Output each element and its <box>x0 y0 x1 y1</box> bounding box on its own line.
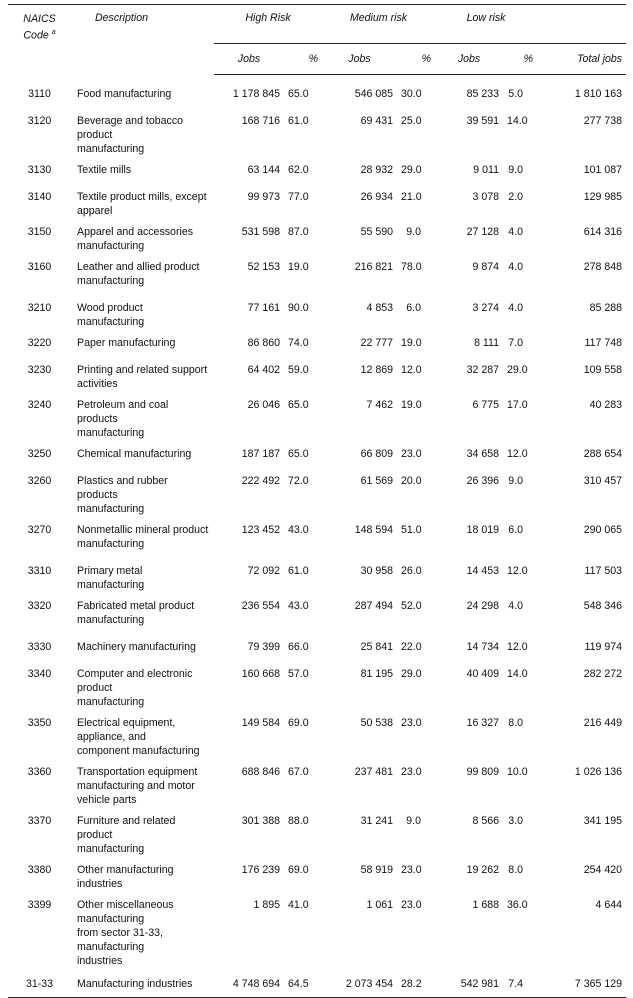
header-total-jobs: Total jobs <box>537 44 626 75</box>
low-risk-pct-cell: 5.0 <box>508 88 524 100</box>
high-risk-jobs-cell: 123 452 <box>241 524 280 536</box>
description-line: manufacturing and motor vehicle parts <box>77 780 195 806</box>
total-jobs-cell: 85 288 <box>589 302 623 314</box>
table-row <box>8 660 626 709</box>
naics-code-cell: 3120 <box>27 115 52 127</box>
medium-risk-pct-cell: 78.0 <box>401 261 422 273</box>
risk-table <box>8 4 626 998</box>
high-risk-jobs-cell: 176 239 <box>241 864 280 876</box>
high-risk-jobs-cell: 77 161 <box>247 302 280 314</box>
high-risk-pct-cell: 74.0 <box>288 337 309 349</box>
high-risk-pct-cell: 43.0 <box>288 524 309 536</box>
total-jobs-cell: 282 272 <box>583 668 623 680</box>
header-code-line2: Code <box>23 29 49 42</box>
naics-code-cell: 3140 <box>27 191 52 203</box>
naics-code-cell: 3320 <box>27 600 52 612</box>
medium-risk-pct-cell: 22.0 <box>401 641 422 653</box>
description-line: Apparel and accessories manufacturing <box>77 226 194 252</box>
low-risk-pct-cell: 12.0 <box>507 565 528 577</box>
description-line: manufacturing <box>77 143 145 155</box>
description-cell <box>71 294 214 329</box>
low-risk-jobs-cell: 39 591 <box>466 115 500 127</box>
header-medium-pct: % <box>397 44 435 75</box>
description-line: Beverage and tobacco product <box>77 115 184 141</box>
header-high-jobs: Jobs <box>214 44 284 75</box>
naics-code-cell: 3150 <box>27 226 52 238</box>
description-cell <box>71 516 214 557</box>
medium-risk-pct-cell: 30.0 <box>401 88 422 100</box>
description-line: Leather and allied product <box>77 261 200 273</box>
medium-risk-pct-cell: 9.0 <box>406 226 422 238</box>
medium-risk-pct-cell: 21.0 <box>401 191 422 203</box>
high-risk-jobs-cell: 72 092 <box>247 565 280 577</box>
high-risk-jobs-cell: 52 153 <box>247 261 280 273</box>
medium-risk-pct-cell: 19.0 <box>401 337 422 349</box>
description-line: manufacturing <box>77 538 145 550</box>
high-risk-pct-cell: 66.0 <box>288 641 309 653</box>
header-naics-code <box>8 5 71 75</box>
description-line: manufacturing <box>77 696 145 708</box>
naics-code-cell: 3250 <box>27 448 52 460</box>
naics-code-cell: 3350 <box>27 717 52 729</box>
description-cell <box>71 156 214 183</box>
table-row <box>8 633 626 660</box>
naics-code-cell: 3370 <box>27 815 52 827</box>
low-risk-pct-cell: 9.0 <box>508 164 524 176</box>
low-risk-pct-cell: 12.0 <box>507 448 528 460</box>
total-jobs-cell: 40 283 <box>589 399 623 411</box>
high-risk-pct-cell: 65.0 <box>288 88 309 100</box>
naics-code-cell: 3360 <box>27 766 52 778</box>
total-jobs-cell: 129 985 <box>583 191 623 203</box>
low-risk-jobs-cell: 14 453 <box>466 565 500 577</box>
description-line: manufacturing <box>77 275 145 287</box>
naics-code-cell: 3160 <box>27 261 52 273</box>
table-row <box>8 218 626 253</box>
description-line: Computer and electronic product <box>77 668 193 694</box>
high-risk-jobs-cell: 160 668 <box>241 668 280 680</box>
medium-risk-jobs-cell: 25 841 <box>360 641 393 653</box>
description-line: manufacturing <box>77 614 145 626</box>
low-risk-pct-cell: 6.0 <box>508 524 524 536</box>
low-risk-jobs-cell: 1 688 <box>472 899 500 911</box>
low-risk-jobs-cell: 14 734 <box>466 641 500 653</box>
naics-code-cell: 3220 <box>27 337 52 349</box>
total-jobs-cell: 614 316 <box>583 226 623 238</box>
total-jobs-cell: 254 420 <box>583 864 623 876</box>
low-risk-jobs-cell: 3 078 <box>472 191 500 203</box>
total-jobs-cell: 7 365 129 <box>537 968 626 998</box>
low-risk-pct-cell: 4.0 <box>508 226 524 238</box>
low-risk-jobs-cell: 19 262 <box>466 864 500 876</box>
table-row <box>8 391 626 440</box>
table-body <box>8 75 626 998</box>
high-risk-pct-cell: 65.0 <box>288 399 309 411</box>
high-risk-jobs-cell: 79 399 <box>247 641 280 653</box>
description-line: Transportation equipment <box>77 766 198 778</box>
total-jobs-cell: 119 974 <box>584 641 623 653</box>
low-risk-jobs-cell: 542 981 <box>435 968 503 998</box>
description-line: Textile mills <box>77 164 132 176</box>
medium-risk-pct-cell: 29.0 <box>401 164 422 176</box>
low-risk-pct-cell: 10.0 <box>507 766 528 778</box>
medium-risk-jobs-cell: 61 569 <box>360 475 393 487</box>
naics-code-cell: 3130 <box>27 164 52 176</box>
high-risk-pct-cell: 61.0 <box>288 115 309 127</box>
description-cell <box>71 856 214 891</box>
naics-code-cell: 3110 <box>28 87 51 100</box>
description-cell <box>71 467 214 516</box>
total-jobs-cell: 117 503 <box>584 565 623 577</box>
low-risk-jobs-cell: 32 287 <box>466 364 500 376</box>
total-jobs-cell: 109 558 <box>583 364 623 376</box>
total-jobs-cell: 101 087 <box>583 164 623 176</box>
header-total-spacer <box>537 5 626 44</box>
table-row <box>8 253 626 294</box>
table-row <box>8 856 626 891</box>
high-risk-jobs-cell: 63 144 <box>247 164 280 176</box>
low-risk-pct-cell: 14.0 <box>507 115 528 127</box>
high-risk-jobs-cell: 64 402 <box>247 364 280 376</box>
total-row <box>8 968 626 998</box>
high-risk-pct-cell: 87.0 <box>288 226 309 238</box>
header-code-line1: NAICS <box>23 13 56 25</box>
naics-code-cell: 3340 <box>27 668 52 680</box>
high-risk-pct-cell: 69.0 <box>288 717 309 729</box>
low-risk-jobs-cell: 40 409 <box>466 668 500 680</box>
low-risk-jobs-cell: 6 775 <box>472 399 500 411</box>
low-risk-pct-cell: 29.0 <box>507 364 528 376</box>
high-risk-pct-cell: 77.0 <box>288 191 309 203</box>
description-line: Furniture and related product <box>77 815 176 841</box>
high-risk-jobs-cell: 99 973 <box>247 191 280 203</box>
medium-risk-jobs-cell: 26 934 <box>360 191 393 203</box>
description-cell <box>71 592 214 633</box>
table-header <box>8 5 626 75</box>
medium-risk-jobs-cell: 2 073 454 <box>322 968 397 998</box>
medium-risk-pct-cell: 6.0 <box>406 302 422 314</box>
medium-risk-pct-cell: 23.0 <box>401 717 422 729</box>
low-risk-pct-cell: 12.0 <box>507 641 528 653</box>
medium-risk-pct-cell: 51.0 <box>401 524 422 536</box>
description-line: manufacturing <box>77 427 145 439</box>
description-cell <box>71 391 214 440</box>
description-cell <box>71 633 214 660</box>
table-row <box>8 183 626 218</box>
description-line: Plastics and rubber products <box>77 475 168 501</box>
medium-risk-jobs-cell: 50 538 <box>360 717 393 729</box>
low-risk-pct-cell: 14.0 <box>507 668 528 680</box>
description-cell <box>71 758 214 807</box>
low-risk-pct-cell: 8.0 <box>508 864 524 876</box>
low-risk-jobs-cell: 99 809 <box>466 766 500 778</box>
low-risk-pct-cell: 2.0 <box>508 191 524 203</box>
description-line: Paper manufacturing <box>77 337 176 349</box>
description-line: Petroleum and coal products <box>77 399 169 425</box>
description-line: Textile product mills, except apparel <box>77 191 207 217</box>
medium-risk-pct-cell: 26.0 <box>401 565 422 577</box>
description-cell <box>71 183 214 218</box>
table-row <box>8 440 626 467</box>
high-risk-pct-cell: 59.0 <box>288 364 309 376</box>
naics-code-cell: 3380 <box>27 864 52 876</box>
description-cell <box>71 557 214 592</box>
high-risk-jobs-cell: 187 187 <box>241 448 280 460</box>
high-risk-jobs-cell: 26 046 <box>247 399 280 411</box>
header-medium-jobs: Jobs <box>322 44 397 75</box>
high-risk-pct-cell: 88.0 <box>288 815 309 827</box>
description-line: Food manufacturing <box>77 87 172 100</box>
high-risk-jobs-cell: 236 554 <box>241 600 280 612</box>
description-line: Fabricated metal product <box>77 600 195 612</box>
table-row <box>8 294 626 329</box>
description-cell <box>71 440 214 467</box>
header-low-pct: % <box>503 44 537 75</box>
medium-risk-jobs-cell: 287 494 <box>354 600 393 612</box>
low-risk-jobs-cell: 9 874 <box>472 261 500 273</box>
low-risk-pct-cell: 8.0 <box>508 717 524 729</box>
medium-risk-jobs-cell: 12 869 <box>360 364 393 376</box>
medium-risk-jobs-cell: 28 932 <box>360 164 393 176</box>
medium-risk-jobs-cell: 148 594 <box>354 524 393 536</box>
description-line: Nonmetallic mineral product <box>77 524 209 536</box>
table-row <box>8 807 626 856</box>
medium-risk-pct-cell: 19.0 <box>401 399 422 411</box>
header-high-pct: % <box>284 44 322 75</box>
high-risk-pct-cell: 61.0 <box>288 565 309 577</box>
medium-risk-pct-cell: 9.0 <box>406 815 422 827</box>
medium-risk-jobs-cell: 216 821 <box>354 261 393 273</box>
high-risk-pct-cell: 62.0 <box>288 164 309 176</box>
high-risk-jobs-cell: 4 748 694 <box>214 968 284 998</box>
total-jobs-cell: 216 449 <box>583 717 623 729</box>
medium-risk-pct-cell: 52.0 <box>401 600 422 612</box>
description-cell <box>71 891 214 968</box>
table-row <box>8 709 626 758</box>
high-risk-pct-cell: 65.0 <box>288 448 309 460</box>
table-row <box>8 467 626 516</box>
medium-risk-jobs-cell: 58 919 <box>360 864 393 876</box>
high-risk-pct-cell: 43.0 <box>288 600 309 612</box>
high-risk-pct-cell: 41.0 <box>288 899 309 911</box>
table-row <box>8 75 626 108</box>
header-high-risk: High Risk <box>214 5 322 44</box>
description-cell <box>71 75 214 108</box>
medium-risk-jobs-cell: 30 958 <box>360 565 393 577</box>
header-low-jobs: Jobs <box>435 44 503 75</box>
description-line: Other manufacturing industries <box>77 864 174 890</box>
high-risk-jobs-cell: 149 584 <box>241 717 280 729</box>
description-cell <box>71 253 214 294</box>
high-risk-jobs-cell: 301 388 <box>241 815 280 827</box>
low-risk-jobs-cell: 26 396 <box>466 475 500 487</box>
high-risk-jobs-cell: 531 598 <box>241 226 280 238</box>
header-code-footnote: a <box>51 29 56 36</box>
total-jobs-cell: 117 748 <box>584 337 623 349</box>
naics-code-cell: 3260 <box>27 475 52 487</box>
high-risk-pct-cell: 64.5 <box>284 968 322 998</box>
medium-risk-jobs-cell: 81 195 <box>360 668 393 680</box>
high-risk-pct-cell: 67.0 <box>288 766 309 778</box>
low-risk-pct-cell: 4.0 <box>508 302 524 314</box>
description-line: Electrical equipment, appliance, and <box>77 717 176 743</box>
medium-risk-pct-cell: 25.0 <box>401 115 422 127</box>
naics-code-cell: 3210 <box>27 302 52 314</box>
low-risk-pct-cell: 17.0 <box>507 399 528 411</box>
high-risk-jobs-cell: 688 846 <box>241 766 280 778</box>
medium-risk-jobs-cell: 31 241 <box>360 815 393 827</box>
description-cell <box>71 660 214 709</box>
high-risk-jobs-cell: 168 716 <box>241 115 280 127</box>
naics-code-cell: 3330 <box>27 641 52 653</box>
medium-risk-jobs-cell: 546 085 <box>354 88 393 100</box>
low-risk-jobs-cell: 3 274 <box>472 302 500 314</box>
medium-risk-pct-cell: 20.0 <box>401 475 422 487</box>
medium-risk-jobs-cell: 4 853 <box>366 302 393 314</box>
total-jobs-cell: 341 195 <box>583 815 623 827</box>
header-description: Description <box>95 12 148 24</box>
low-risk-pct-cell: 9.0 <box>508 475 524 487</box>
medium-risk-jobs-cell: 69 431 <box>360 115 393 127</box>
description-cell <box>71 329 214 356</box>
description-cell <box>71 356 214 391</box>
medium-risk-jobs-cell: 1 061 <box>366 899 393 911</box>
low-risk-jobs-cell: 16 327 <box>466 717 500 729</box>
low-risk-jobs-cell: 8 566 <box>472 815 500 827</box>
medium-risk-jobs-cell: 55 590 <box>360 226 393 238</box>
naics-code-cell: 31-33 <box>8 968 71 998</box>
medium-risk-pct-cell: 28.2 <box>397 968 435 998</box>
low-risk-pct-cell: 4.0 <box>508 600 524 612</box>
total-jobs-cell: 288 654 <box>583 448 623 460</box>
low-risk-jobs-cell: 24 298 <box>466 600 500 612</box>
low-risk-jobs-cell: 34 658 <box>466 448 500 460</box>
low-risk-pct-cell: 4.0 <box>508 261 524 273</box>
high-risk-pct-cell: 57.0 <box>288 668 309 680</box>
medium-risk-jobs-cell: 66 809 <box>360 448 393 460</box>
low-risk-jobs-cell: 9 011 <box>473 164 500 176</box>
description-line: Other miscellaneous manufacturing <box>77 899 174 925</box>
medium-risk-pct-cell: 23.0 <box>401 899 422 911</box>
naics-code-cell: 3230 <box>27 364 52 376</box>
medium-risk-pct-cell: 23.0 <box>401 766 422 778</box>
header-low-risk: Low risk <box>435 5 537 44</box>
naics-code-cell: 3399 <box>27 899 52 911</box>
table-row <box>8 329 626 356</box>
description-line: Wood product manufacturing <box>77 302 145 328</box>
high-risk-pct-cell: 90.0 <box>288 302 309 314</box>
naics-code-cell: 3270 <box>27 524 52 536</box>
description-cell <box>71 968 214 998</box>
total-jobs-cell: 277 738 <box>583 115 623 127</box>
header-medium-risk: Medium risk <box>322 5 435 44</box>
total-jobs-cell: 1 810 163 <box>574 88 623 100</box>
medium-risk-jobs-cell: 237 481 <box>354 766 393 778</box>
medium-risk-jobs-cell: 22 777 <box>360 337 393 349</box>
total-jobs-cell: 548 346 <box>583 600 623 612</box>
table-row <box>8 592 626 633</box>
low-risk-pct-cell: 7.0 <box>508 337 524 349</box>
low-risk-pct-cell: 36.0 <box>507 899 528 911</box>
low-risk-jobs-cell: 8 111 <box>474 337 500 349</box>
description-line: component manufacturing <box>77 745 200 757</box>
high-risk-jobs-cell: 222 492 <box>241 475 280 487</box>
high-risk-jobs-cell: 86 860 <box>247 337 280 349</box>
total-jobs-cell: 1 026 136 <box>574 766 623 778</box>
medium-risk-pct-cell: 23.0 <box>401 448 422 460</box>
high-risk-jobs-cell: 1 178 845 <box>232 88 280 100</box>
table-row <box>8 758 626 807</box>
total-jobs-cell: 278 848 <box>583 261 623 273</box>
description-line: Primary metal manufacturing <box>77 565 145 591</box>
medium-risk-pct-cell: 12.0 <box>401 364 422 376</box>
low-risk-pct-cell: 7.4 <box>503 968 537 998</box>
medium-risk-pct-cell: 29.0 <box>401 668 422 680</box>
table-row <box>8 107 626 156</box>
medium-risk-pct-cell: 23.0 <box>401 864 422 876</box>
high-risk-pct-cell: 72.0 <box>288 475 309 487</box>
total-jobs-cell: 310 457 <box>583 475 623 487</box>
description-cell <box>71 107 214 156</box>
low-risk-jobs-cell: 85 233 <box>466 88 500 100</box>
description-line: Chemical manufacturing <box>77 448 192 460</box>
low-risk-jobs-cell: 18 019 <box>466 524 500 536</box>
table-row <box>8 891 626 968</box>
table-row <box>8 156 626 183</box>
description-line: Manufacturing industries <box>77 978 193 990</box>
table-row <box>8 356 626 391</box>
description-line: Machinery manufacturing <box>77 641 196 653</box>
description-cell <box>71 709 214 758</box>
table-row <box>8 557 626 592</box>
total-jobs-cell: 290 065 <box>583 524 623 536</box>
description-line: industries <box>77 955 123 967</box>
high-risk-pct-cell: 19.0 <box>288 261 309 273</box>
description-line: from sector 31-33, manufacturing <box>77 927 163 953</box>
naics-code-cell: 3240 <box>27 399 52 411</box>
low-risk-jobs-cell: 27 128 <box>466 226 500 238</box>
high-risk-pct-cell: 69.0 <box>288 864 309 876</box>
total-jobs-cell: 4 644 <box>595 899 623 911</box>
table-row <box>8 516 626 557</box>
description-line: Printing and related support activities <box>77 364 208 390</box>
high-risk-jobs-cell: 1 895 <box>253 899 280 911</box>
description-line: manufacturing <box>77 503 145 515</box>
description-line: manufacturing <box>77 843 145 855</box>
description-cell <box>71 218 214 253</box>
medium-risk-jobs-cell: 7 462 <box>366 399 393 411</box>
description-cell <box>71 807 214 856</box>
naics-code-cell: 3310 <box>27 565 52 577</box>
low-risk-pct-cell: 3.0 <box>508 815 524 827</box>
